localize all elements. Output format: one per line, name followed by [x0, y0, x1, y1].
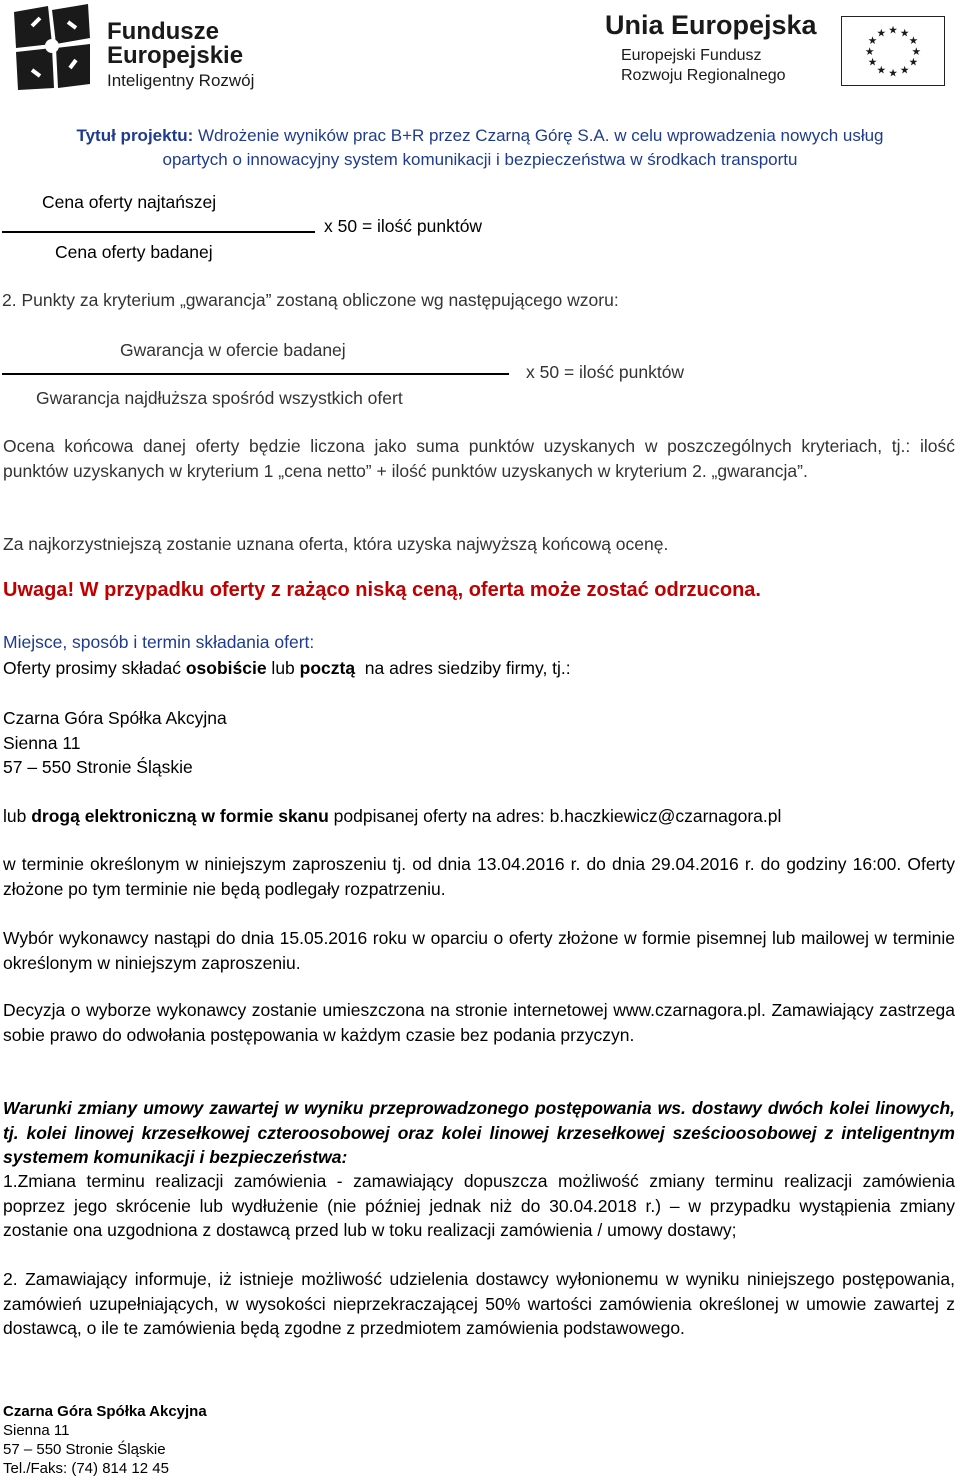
- project-title-line2: opartych o innowacyjny system komunikacji i bezpieczeństwa w środkach transportu: [162, 150, 798, 169]
- svg-text:★: ★: [876, 63, 887, 77]
- formula1-numerator: Cena oferty najtańszej: [42, 192, 217, 212]
- svg-text:★: ★: [908, 55, 919, 69]
- logo-text-europejskie: Europejskie: [107, 42, 244, 69]
- project-label: Tytuł projektu:: [76, 126, 194, 145]
- svg-text:★: ★: [888, 23, 898, 37]
- formula2-fraction-line: [2, 373, 509, 375]
- svg-text:★: ★: [911, 44, 922, 58]
- contract-change-item-2: 2. Zamawiający informuje, iż istnieje możliwość udzielenia dostawcy wyłonionemu w wyniku niniejszego postępowania, zamówień uzupełniających, w wysokości nieprzekraczającej 50% wartości zamówienia określonej w umowie zawartej z dostawcą, o ile te zamówienia będą zgodne z przedmiotem zamówienia podstawowego.: [3, 1269, 955, 1338]
- logo-text-program: Inteligentny Rozwój: [107, 71, 255, 90]
- svg-text:★: ★: [908, 34, 919, 48]
- electronic-method: drogą elektroniczną w formie skanu: [31, 806, 329, 826]
- logo-text-fundusze: Fundusze: [107, 18, 219, 45]
- final-score-paragraph: Ocena końcowa danej oferty będzie liczona jako suma punktów uzyskanych w poszczególnych kryteriach, tj.: ilość punktów uzyskanych w kryterium 1 „cena netto” + ilość punktów uzyskanych w kryterium 2. „gwarancja”.: [3, 436, 955, 481]
- decision-paragraph: Decyzja o wyborze wykonawcy zostanie umieszczona na stronie internetowej www.czarnagora.pl. Zamawiający zastrzega sobie prawo do odwołania postępowania w każdym czasie bez podania przyczyn.: [3, 1000, 955, 1045]
- formula2-numerator: Gwarancja w ofercie badanej: [120, 340, 346, 360]
- svg-text:★: ★: [899, 26, 910, 40]
- address-city: 57 – 550 Stronie Śląskie: [3, 757, 193, 777]
- formula1-fraction-line: [2, 231, 315, 233]
- footer: [3, 1402, 207, 1478]
- contract-change-item-1: 1.Zmiana terminu realizacji zamówienia - zamawiający dopuszcza możliwość zmiany terminu realizacji zamówienia poprzez jego skrócenie lub wydłużenie (nie później jednak niż do 30.04.2018 r.) – w przypadku wystąpienia zmiany zostanie ona uzgodniona z dostawcą przed lub w toku realizacji zamówienia / umowy dostawy;: [3, 1171, 955, 1240]
- submission-method-post: pocztą: [299, 658, 356, 678]
- svg-text:★: ★: [888, 66, 898, 80]
- formula1-result: x 50 = ilość punktów: [324, 216, 483, 236]
- selection-paragraph: Wybór wykonawcy nastąpi do dnia 15.05.2016 roku w oparciu o oferty złożone w formie pisemnej lub mailowej w terminie określonym w niniejszym zaproszeniu.: [3, 928, 955, 973]
- eu-flag-icon: [841, 16, 945, 86]
- footer-phone: Tel./Faks: (74) 814 12 45: [3, 1460, 169, 1477]
- deadline-paragraph: w terminie określonym w niniejszym zaproszeniu tj. od dnia 13.04.2016 r. do dnia 29.04.2016 r. do godziny 16:00. Oferty złożone po tym terminie nie będą podlegały rozpatrzeniu.: [3, 854, 955, 899]
- address-company: Czarna Góra Spółka Akcyjna: [3, 708, 227, 728]
- fundusze-europejskie-logo: [12, 4, 262, 90]
- section2-intro: 2. Punkty za kryterium „gwarancja” zostaną obliczone wg następującego wzoru:: [2, 290, 619, 310]
- address-street: Sienna 11: [3, 733, 81, 753]
- contract-changes-heading: Warunki zmiany umowy zawartej w wyniku przeprowadzonego postępowania ws. dostawy dwóch kolei linowych, tj. kolei linowej krzesełkowej czteroosobowej oraz kolei linowej krzesełkowej sześcioosobowej z inteligentnym systemem komunikacji i bezpieczeństwa:: [3, 1098, 955, 1167]
- fe-logo-mark-icon: [12, 4, 92, 90]
- submission-intro: Oferty prosimy składać osobiście lub pocztą na adres siedziby firmy, tj.:: [3, 658, 571, 678]
- formula1-denominator: Cena oferty badanej: [55, 242, 213, 262]
- svg-text:★: ★: [876, 26, 887, 40]
- project-title: [0, 124, 960, 172]
- warning-text: Uwaga! W przypadku oferty z rażąco niską ceną, oferta może zostać odrzucona.: [3, 579, 761, 601]
- footer-city: 57 – 550 Stronie Śląskie: [3, 1441, 166, 1458]
- formula2-result: x 50 = ilość punktów: [526, 362, 685, 382]
- project-title-line1: Wdrożenie wyników prac B+R przez Czarną Górę S.A. w celu wprowadzenia nowych usług: [198, 126, 884, 145]
- electronic-email: podpisanej oferty na adres: b.haczkiewicz@czarnagora.pl: [328, 806, 782, 826]
- best-offer-paragraph: Za najkorzystniejszą zostanie uznana oferta, która uzyska najwyższą końcową ocenę.: [3, 534, 669, 554]
- formula2-denominator: Gwarancja najdłuższa spośród wszystkich ofert: [36, 388, 403, 408]
- submission-method-personal: osobiście: [185, 658, 267, 678]
- svg-text:★: ★: [864, 44, 875, 58]
- unia-europejska-logo: [605, 8, 950, 86]
- svg-text:★: ★: [899, 63, 910, 77]
- logo-text-unia: Unia Europejska: [605, 10, 817, 40]
- svg-text:★: ★: [867, 55, 878, 69]
- footer-street: Sienna 11: [3, 1422, 70, 1439]
- footer-company: Czarna Góra Spółka Akcyjna: [3, 1403, 207, 1420]
- submission-heading: Miejsce, sposób i termin składania ofert:: [3, 632, 315, 652]
- svg-text:★: ★: [867, 34, 878, 48]
- electronic-submission: lub drogą elektroniczną w formie skanu podpisanej oferty na adres: b.haczkiewicz@czarnagora.pl: [3, 806, 782, 826]
- logo-text-regionalnego: Rozwoju Regionalnego: [621, 67, 786, 84]
- logo-text-fundusz: Europejski Fundusz: [621, 47, 762, 64]
